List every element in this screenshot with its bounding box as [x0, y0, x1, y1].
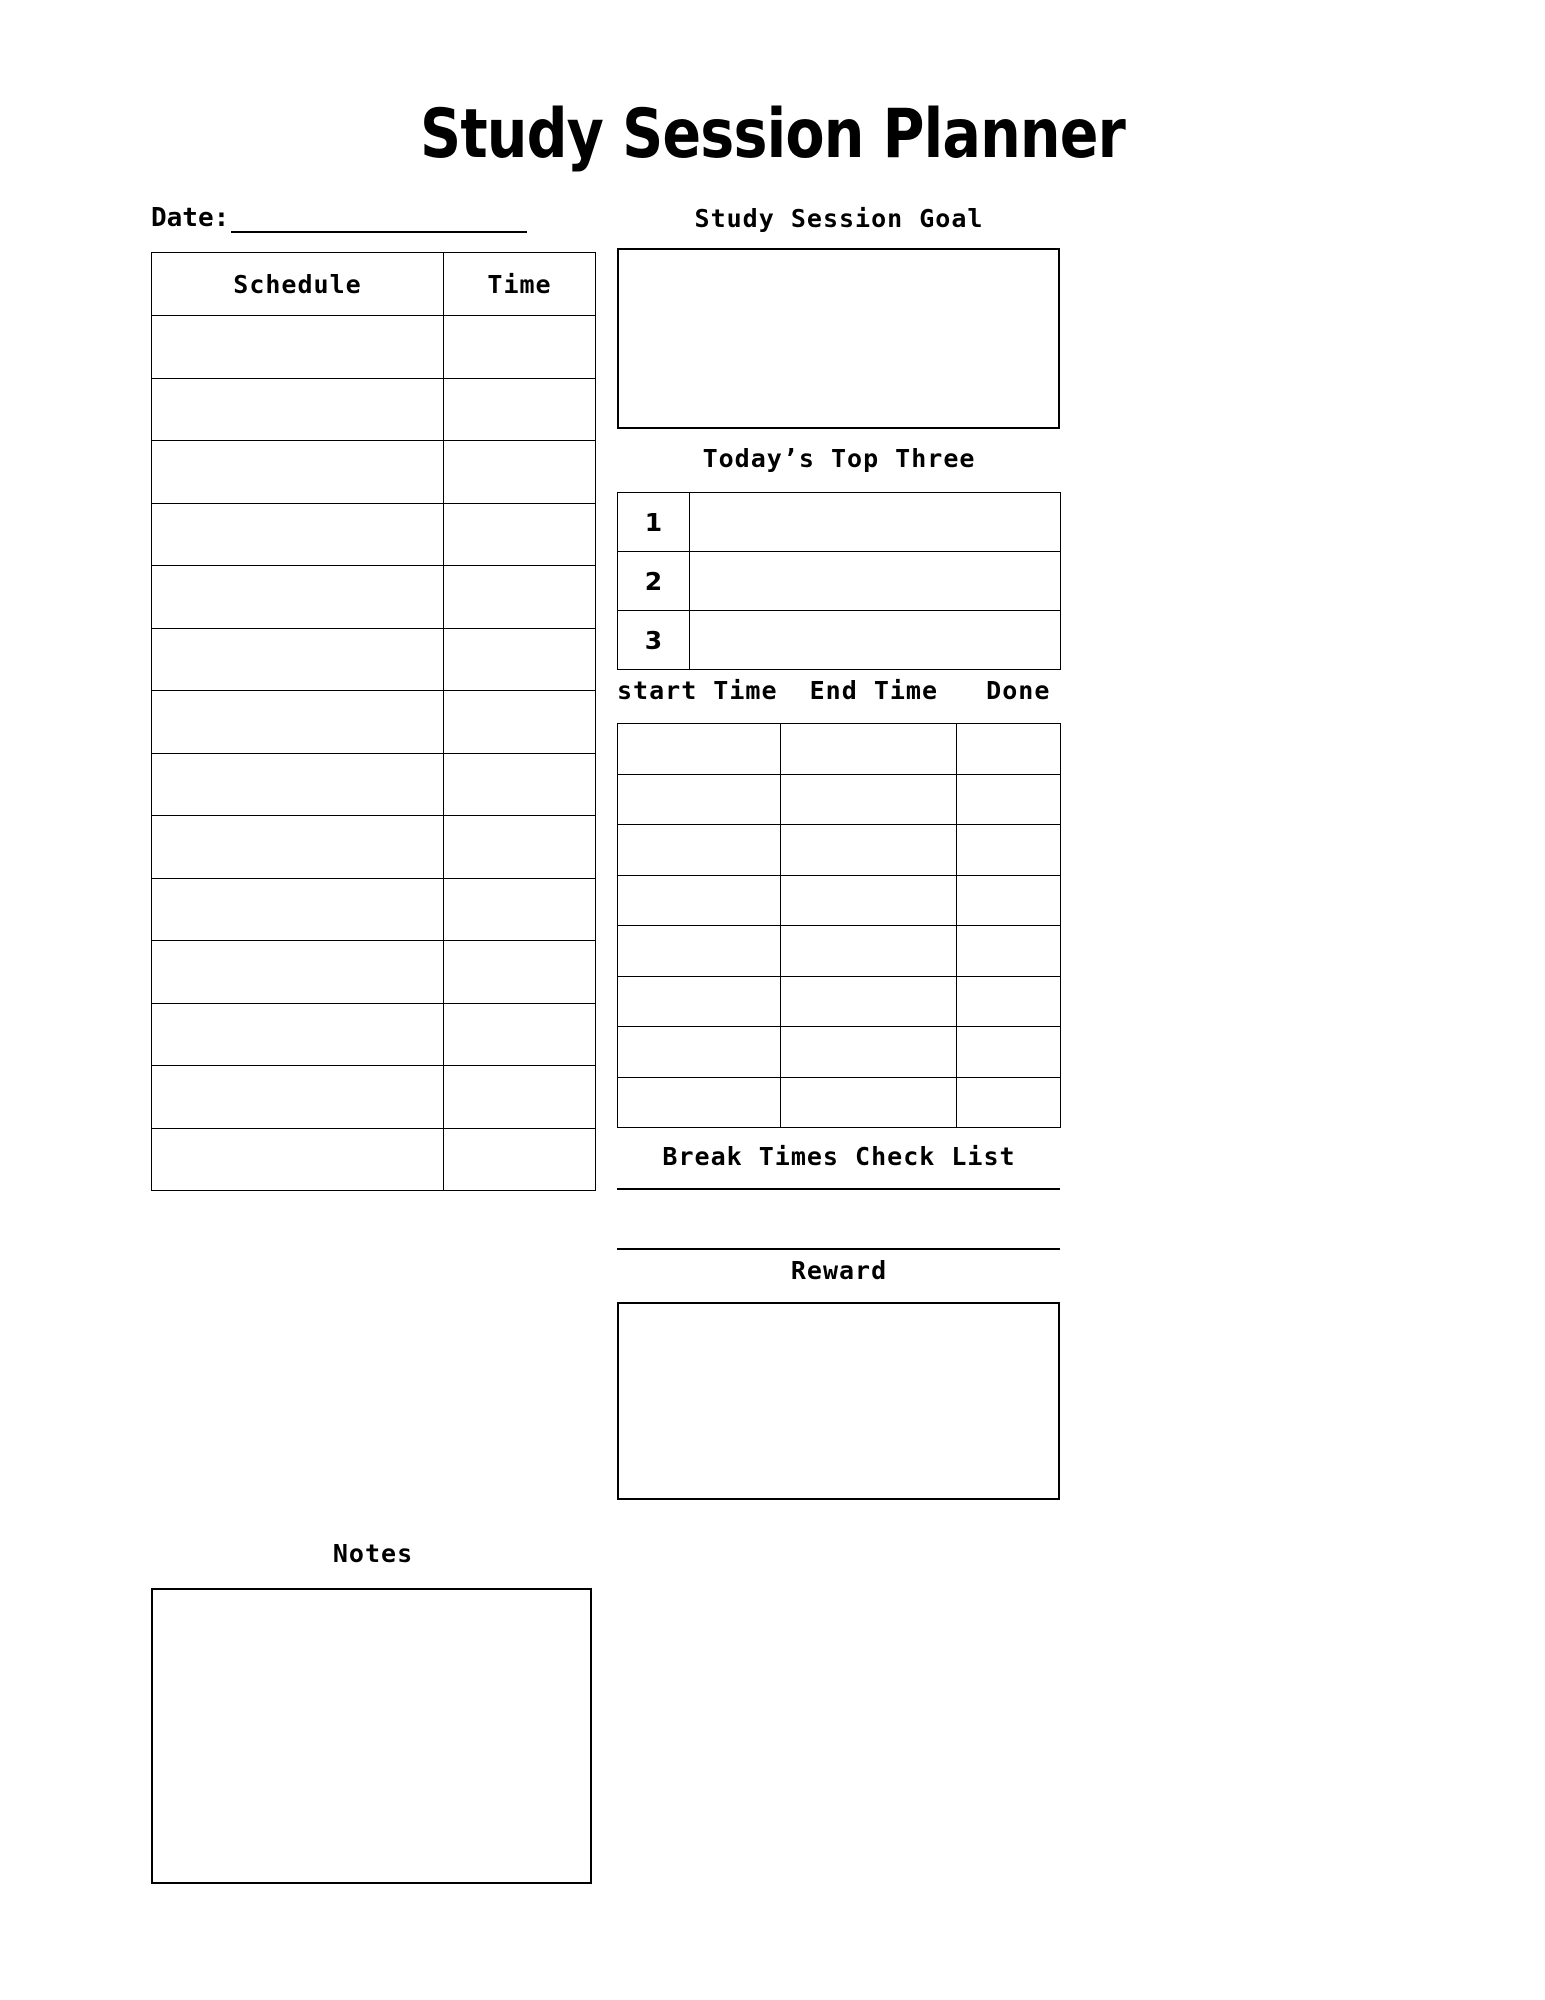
table-row — [618, 976, 1061, 1027]
table-row — [618, 611, 1061, 670]
schedule-cell-time[interactable] — [444, 316, 596, 379]
break-times-line-1[interactable] — [617, 1188, 1060, 1190]
session-times-table — [617, 723, 1061, 1128]
schedule-cell-time[interactable] — [444, 878, 596, 941]
top-three-number: 2 — [618, 552, 690, 611]
table-row — [152, 316, 596, 379]
break-times-line-2[interactable] — [617, 1248, 1060, 1250]
table-row — [618, 926, 1061, 977]
session-times-cell-end[interactable] — [781, 825, 957, 876]
session-times-cell-end[interactable] — [781, 976, 957, 1027]
table-row — [152, 1066, 596, 1129]
top-three-number: 3 — [618, 611, 690, 670]
session-times-cell-start[interactable] — [618, 724, 781, 775]
session-times-cell-end[interactable] — [781, 774, 957, 825]
session-times-cell-done[interactable] — [957, 724, 1061, 775]
session-times-cell-done[interactable] — [957, 926, 1061, 977]
session-times-cell-done[interactable] — [957, 774, 1061, 825]
todays-top-three-heading: Today’s Top Three — [702, 444, 976, 473]
date-input-blank[interactable] — [231, 205, 527, 233]
session-times-cell-done[interactable] — [957, 976, 1061, 1027]
table-row — [152, 378, 596, 441]
table-row — [152, 441, 596, 504]
schedule-column-header-time: Time — [444, 253, 596, 316]
schedule-cell-time[interactable] — [444, 1003, 596, 1066]
session-times-cell-start[interactable] — [618, 825, 781, 876]
date-label: Date: — [151, 203, 230, 233]
table-row — [152, 941, 596, 1004]
table-row — [618, 825, 1061, 876]
session-times-cell-start[interactable] — [618, 875, 781, 926]
schedule-cell-schedule[interactable] — [152, 441, 444, 504]
table-row — [618, 1077, 1061, 1128]
session-times-cell-start[interactable] — [618, 1027, 781, 1078]
schedule-cell-time[interactable] — [444, 941, 596, 1004]
schedule-cell-time[interactable] — [444, 441, 596, 504]
session-times-cell-done[interactable] — [957, 1027, 1061, 1078]
table-row — [152, 628, 596, 691]
table-row — [152, 691, 596, 754]
schedule-cell-time[interactable] — [444, 378, 596, 441]
session-times-cell-done[interactable] — [957, 1077, 1061, 1128]
top-three-number: 1 — [618, 493, 690, 552]
table-row — [152, 566, 596, 629]
table-row — [152, 1003, 596, 1066]
table-row — [152, 1128, 596, 1191]
table-row — [152, 878, 596, 941]
session-times-cell-start[interactable] — [618, 774, 781, 825]
top-three-item-input[interactable] — [690, 493, 1061, 552]
session-times-cell-end[interactable] — [781, 875, 957, 926]
notes-box[interactable] — [151, 1588, 592, 1884]
session-times-cell-end[interactable] — [781, 926, 957, 977]
schedule-cell-schedule[interactable] — [152, 378, 444, 441]
schedule-cell-schedule[interactable] — [152, 1066, 444, 1129]
session-times-cell-start[interactable] — [618, 1077, 781, 1128]
break-times-check-list-heading: Break Times Check List — [662, 1142, 1016, 1171]
table-row — [618, 774, 1061, 825]
schedule-cell-time[interactable] — [444, 1128, 596, 1191]
reward-heading: Reward — [790, 1256, 888, 1285]
table-row — [618, 552, 1061, 611]
page-title: Study Session Planner — [420, 95, 1125, 174]
table-row — [618, 724, 1061, 775]
schedule-cell-schedule[interactable] — [152, 941, 444, 1004]
schedule-cell-schedule[interactable] — [152, 816, 444, 879]
schedule-cell-time[interactable] — [444, 566, 596, 629]
schedule-cell-schedule[interactable] — [152, 1003, 444, 1066]
schedule-cell-schedule[interactable] — [152, 878, 444, 941]
schedule-column-header-schedule: Schedule — [152, 253, 444, 316]
session-times-cell-end[interactable] — [781, 724, 957, 775]
session-times-cell-start[interactable] — [618, 976, 781, 1027]
schedule-cell-schedule[interactable] — [152, 503, 444, 566]
session-times-cell-done[interactable] — [957, 825, 1061, 876]
session-times-heading: start Time End Time Done — [617, 676, 1051, 705]
table-row — [618, 1027, 1061, 1078]
study-session-goal-heading: Study Session Goal — [694, 204, 984, 233]
session-times-cell-end[interactable] — [781, 1027, 957, 1078]
session-times-cell-start[interactable] — [618, 926, 781, 977]
session-times-cell-done[interactable] — [957, 875, 1061, 926]
schedule-header-row — [152, 253, 596, 316]
study-session-goal-box[interactable] — [617, 248, 1060, 429]
schedule-cell-schedule[interactable] — [152, 566, 444, 629]
reward-box[interactable] — [617, 1302, 1060, 1500]
schedule-cell-time[interactable] — [444, 628, 596, 691]
schedule-table — [151, 252, 596, 1191]
table-row — [152, 753, 596, 816]
session-times-cell-end[interactable] — [781, 1077, 957, 1128]
schedule-cell-schedule[interactable] — [152, 691, 444, 754]
date-field-row — [151, 203, 595, 233]
schedule-cell-time[interactable] — [444, 1066, 596, 1129]
schedule-cell-schedule[interactable] — [152, 1128, 444, 1191]
todays-top-three-table — [617, 492, 1061, 670]
schedule-cell-time[interactable] — [444, 753, 596, 816]
schedule-cell-time[interactable] — [444, 691, 596, 754]
schedule-cell-schedule[interactable] — [152, 628, 444, 691]
schedule-cell-schedule[interactable] — [152, 753, 444, 816]
notes-heading: Notes — [332, 1539, 414, 1568]
top-three-item-input[interactable] — [690, 611, 1061, 670]
schedule-cell-time[interactable] — [444, 503, 596, 566]
table-row — [618, 493, 1061, 552]
schedule-cell-time[interactable] — [444, 816, 596, 879]
table-row — [152, 503, 596, 566]
table-row — [618, 875, 1061, 926]
table-row — [152, 816, 596, 879]
top-three-item-input[interactable] — [690, 552, 1061, 611]
schedule-cell-schedule[interactable] — [152, 316, 444, 379]
